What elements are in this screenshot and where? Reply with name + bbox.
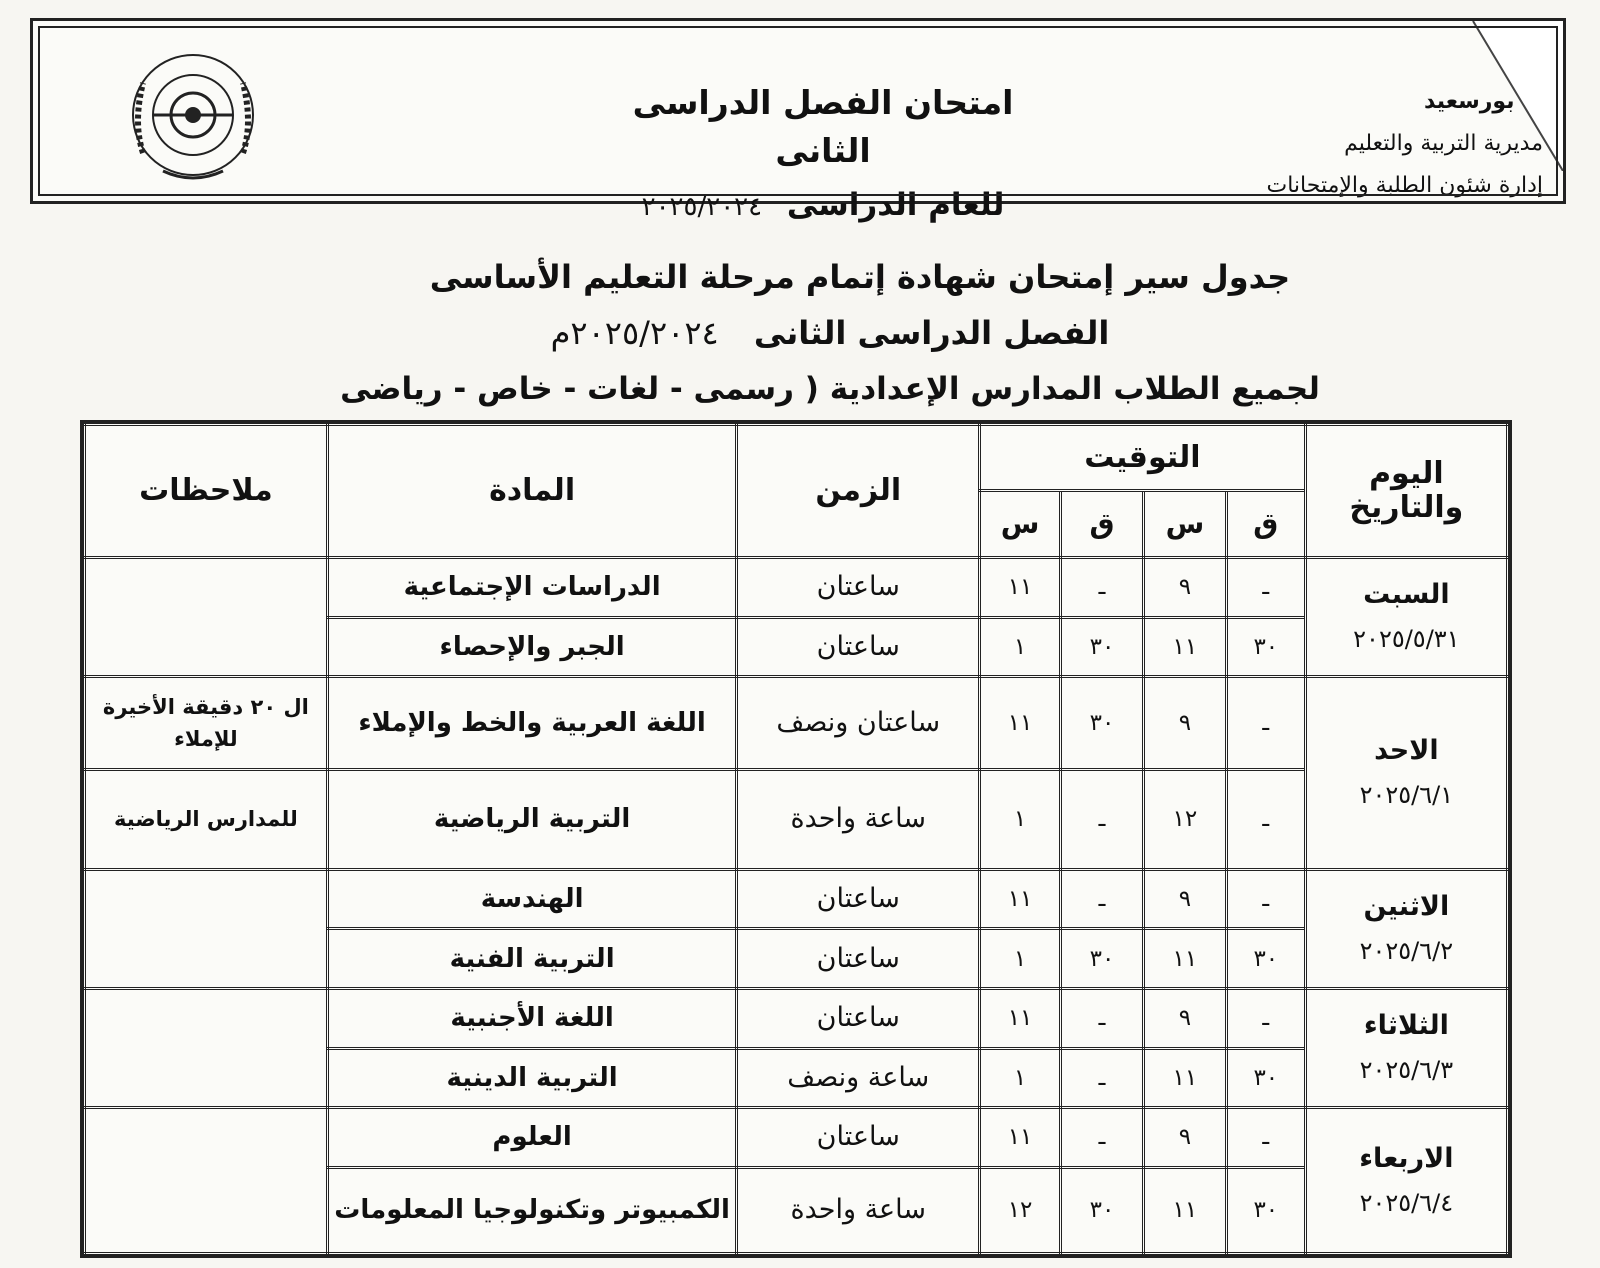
schedule-audience: لجميع الطلاب المدارس الإعدادية ( رسمى - لغات - خاص - رياضى — [340, 371, 1320, 407]
note-cell: للمدارس الرياضية — [85, 770, 328, 869]
year-label: للعام الدراسى — [786, 187, 1005, 223]
subject-cell: اللغة الأجنبية — [327, 988, 737, 1048]
duration-cell: ساعتان — [737, 929, 980, 989]
to-minute-cell: ـ — [1061, 988, 1144, 1048]
note-cell: ال ٢٠ دقيقة الأخيرة للإملاء — [85, 677, 328, 770]
duration-cell: ساعتان — [737, 558, 980, 618]
from-minute-cell: ٣٠ — [1226, 1048, 1305, 1108]
header-from-minute: ق — [1226, 491, 1305, 558]
to-minute-cell: ـ — [1061, 770, 1144, 869]
day-cell — [1305, 869, 1507, 988]
table-row — [85, 558, 1508, 618]
to-hour-cell: ١١ — [980, 677, 1061, 770]
header-day-date: اليوم والتاريخ — [1305, 425, 1507, 558]
org-governorate: ـة بورسعيد — [1424, 89, 1543, 114]
to-minute-cell: ـ — [1061, 869, 1144, 929]
from-hour-cell: ٩ — [1143, 677, 1226, 770]
from-minute-cell: ـ — [1226, 770, 1305, 869]
to-hour-cell: ١١ — [980, 1108, 1061, 1168]
exam-title: امتحان الفصل الدراسى الثانى — [632, 83, 1014, 170]
from-hour-cell: ٩ — [1143, 869, 1226, 929]
to-minute-cell: ٣٠ — [1061, 617, 1144, 677]
day-date: ٢٠٢٥/٦/٢ — [1359, 936, 1454, 965]
day-cell — [1305, 558, 1507, 677]
to-hour-cell: ١ — [980, 617, 1061, 677]
to-minute-cell: ـ — [1061, 558, 1144, 618]
seal-emblem — [113, 43, 273, 193]
from-minute-cell: ـ — [1226, 677, 1305, 770]
schedule-table-frame — [80, 420, 1512, 1258]
page-corner-fold — [1413, 21, 1563, 171]
from-minute-cell: ـ — [1226, 988, 1305, 1048]
to-hour-cell: ١ — [980, 1048, 1061, 1108]
subject-cell: الجبر والإحصاء — [327, 617, 737, 677]
from-hour-cell: ١١ — [1143, 617, 1226, 677]
subject-cell: الدراسات الإجتماعية — [327, 558, 737, 618]
duration-cell: ساعتان — [737, 617, 980, 677]
day-cell — [1305, 677, 1507, 869]
note-cell — [85, 869, 328, 988]
to-minute-cell: ـ — [1061, 1048, 1144, 1108]
to-minute-cell: ـ — [1061, 1108, 1144, 1168]
table-row — [85, 677, 1508, 770]
subject-cell: الكمبيوتر وتكنولوجيا المعلومات — [327, 1167, 737, 1253]
org-department: إدارة شئون الطلبة والإمتحانات — [1266, 173, 1543, 198]
to-hour-cell: ١١ — [980, 558, 1061, 618]
from-minute-cell: ٣٠ — [1226, 617, 1305, 677]
duration-cell: ساعتان — [737, 988, 980, 1048]
note-cell — [85, 988, 328, 1107]
subject-cell: العلوم — [327, 1108, 737, 1168]
schedule-title: جدول سير إمتحان شهادة إتمام مرحلة التعليم الأساسى — [429, 258, 1291, 296]
from-hour-cell: ١١ — [1143, 1048, 1226, 1108]
day-name: الاثنين — [1363, 890, 1450, 922]
day-name: السبت — [1363, 579, 1450, 611]
to-hour-cell: ١ — [980, 929, 1061, 989]
header-timing: التوقيت — [980, 425, 1306, 491]
from-minute-cell: ٣٠ — [1226, 929, 1305, 989]
table-row — [85, 988, 1508, 1048]
to-minute-cell: ٣٠ — [1061, 677, 1144, 770]
duration-cell: ساعة ونصف — [737, 1048, 980, 1108]
day-name: الاحد — [1374, 734, 1439, 766]
from-minute-cell: ـ — [1226, 558, 1305, 618]
from-hour-cell: ٩ — [1143, 558, 1226, 618]
to-hour-cell: ١ — [980, 770, 1061, 869]
from-hour-cell: ١١ — [1143, 929, 1226, 989]
to-hour-cell: ١١ — [980, 988, 1061, 1048]
day-date: ٢٠٢٥/٦/١ — [1359, 780, 1454, 809]
header-from-hour: س — [1143, 491, 1226, 558]
day-name: الثلاثاء — [1363, 1010, 1449, 1041]
day-cell — [1305, 1108, 1507, 1254]
note-cell — [85, 558, 328, 677]
organization-block — [1203, 81, 1543, 207]
duration-cell: ساعتان — [737, 1108, 980, 1168]
day-cell — [1305, 988, 1507, 1107]
schedule-table — [83, 423, 1509, 1255]
table-row — [85, 1108, 1508, 1168]
duration-cell: ساعتان — [737, 869, 980, 929]
from-minute-cell: ٣٠ — [1226, 1167, 1305, 1253]
schedule-term — [330, 308, 1330, 358]
term-year: ٢٠٢٥/٢٠٢٤م — [550, 314, 719, 352]
header-to-hour: س — [980, 491, 1061, 558]
from-hour-cell: ٩ — [1143, 1108, 1226, 1168]
header-box — [30, 18, 1566, 223]
org-directorate: مديرية التربية والتعليم — [1344, 131, 1543, 156]
duration-cell: ساعة واحدة — [737, 770, 980, 869]
note-cell — [85, 1108, 328, 1254]
table-row — [85, 770, 1508, 869]
day-date: ٢٠٢٥/٦/٤ — [1359, 1188, 1454, 1217]
to-minute-cell: ٣٠ — [1061, 1167, 1144, 1253]
subject-cell: الهندسة — [327, 869, 737, 929]
header-to-minute: ق — [1061, 491, 1144, 558]
subject-cell: التربية الفنية — [327, 929, 737, 989]
header-subject: المادة — [327, 425, 737, 558]
year-value: ٢٠٢٥/٢٠٢٤ — [641, 192, 763, 222]
day-name: الاربعاء — [1359, 1142, 1454, 1174]
subject-cell: التربية الدينية — [327, 1048, 737, 1108]
duration-cell: ساعة واحدة — [737, 1167, 980, 1253]
exam-year — [593, 181, 1053, 231]
to-minute-cell: ٣٠ — [1061, 929, 1144, 989]
duration-cell: ساعتان ونصف — [737, 677, 980, 770]
day-date: ٢٠٢٥/٥/٣١ — [1353, 625, 1460, 654]
to-hour-cell: ١٢ — [980, 1167, 1061, 1253]
table-row — [85, 869, 1508, 929]
day-date: ٢٠٢٥/٦/٣ — [1359, 1056, 1454, 1084]
term-label: الفصل الدراسى الثانى — [753, 314, 1110, 352]
from-hour-cell: ٩ — [1143, 988, 1226, 1048]
to-hour-cell: ١١ — [980, 869, 1061, 929]
header-duration: الزمن — [737, 425, 980, 558]
header-notes: ملاحظات — [85, 425, 328, 558]
subject-cell: اللغة العربية والخط والإملاء — [327, 677, 737, 770]
from-minute-cell: ـ — [1226, 869, 1305, 929]
from-hour-cell: ١١ — [1143, 1167, 1226, 1253]
subject-cell: التربية الرياضية — [327, 770, 737, 869]
from-minute-cell: ـ — [1226, 1108, 1305, 1168]
from-hour-cell: ١٢ — [1143, 770, 1226, 869]
